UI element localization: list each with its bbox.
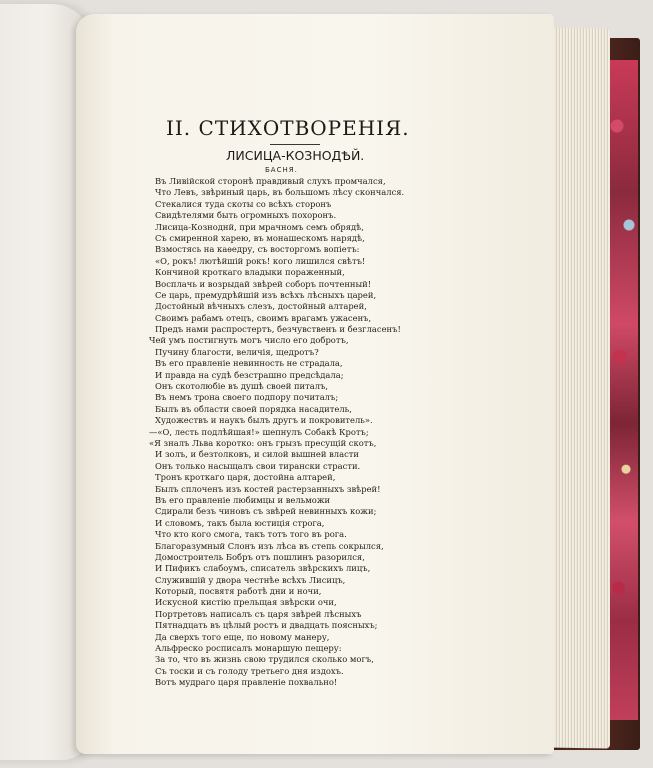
poem-line: Въ его правленіе невинность не страдала, — [155, 358, 343, 369]
poem-line: Сдирали безъ чиновъ съ звѣрей невинныхъ кожи; — [155, 506, 377, 517]
poem-line: Онъ скотолюбіе въ душѣ своей питалъ, — [155, 381, 329, 392]
poem-line: Лисица-Козноднй, при мрачномъ семъ обрядѣ, — [155, 221, 364, 232]
poem-line: Альфреско росписалъ монаршую пещеру: — [155, 643, 342, 654]
poem-line: Восплачь и возрыдай звѣрей соборъ почтенный! — [155, 278, 372, 289]
poem-line: И словомъ, такъ была юстиція строга, — [155, 517, 325, 528]
poem-line: Былъ въ области своей порядка насадитель, — [155, 403, 352, 414]
poem-line: Чей умъ постигнуть могъ число его добротъ, — [149, 335, 349, 346]
poem-line: Благоразумный Слонъ изъ лѣса въ степь сокрылся, — [155, 540, 384, 551]
poem-line: Въ немъ трона своего подпору почиталъ; — [155, 392, 339, 403]
poem-line: Тронъ кроткаго царя, достойна алтарей, — [155, 472, 336, 483]
poem-line: Взмостясь на каѳедру, съ восторгомъ вопіетъ: — [155, 244, 360, 255]
section-heading: II. СТИХОТВОРЕНІЯ. — [166, 116, 410, 140]
poem-line: Съ смиренной харею, въ монашескомъ нарядѣ, — [155, 232, 365, 243]
genre-label: БАСНЯ. — [265, 166, 298, 174]
poem-line: Кончиной кроткаго владыки пораженный, — [155, 267, 345, 278]
poem-line: «О, рокъ! лютѣйшій рокъ! кого лишился свѣтъ! — [155, 255, 366, 266]
poem-line: Пучину благости, величія, щедротъ? — [155, 346, 319, 357]
poem-line: Стекалися туда скоты со всѣхъ сторонъ — [155, 198, 332, 209]
poem-line: Свидѣтелями быть огромныхъ похоронъ. — [155, 210, 337, 221]
poem-line: Се царь, премудрѣйшій изъ всѣхъ лѣсныхъ царей, — [155, 289, 377, 300]
poem-line: И правда на судѣ безстрашно предсѣдала; — [155, 369, 344, 380]
poem-line: Въ Ливійской сторонѣ правдивый слухъ промчался, — [155, 176, 386, 186]
poem-line: Что Левъ, звѣриный царь, въ большомъ лѣсу скончался. — [155, 187, 405, 198]
poem-line: Служившій у двора честнѣе всѣхъ Лисицъ, — [155, 574, 346, 585]
poem-line: Художествъ и наукъ былъ другъ и покровитель». — [155, 415, 373, 426]
poem-line: —«О, лесть подлѣйшая!» шепнулъ Собакѣ Кротъ; — [149, 426, 369, 437]
poem-line: За то, что въ жизнь свою трудился сколько могъ, — [155, 654, 374, 665]
poem-line: И золъ, и безтолковъ, и силой вышней власти — [155, 449, 360, 460]
poem-line: Съ тоски и съ голоду третьего дня издохъ. — [155, 665, 344, 676]
poem-line: Который, посвятя работѣ дни и ночи, — [155, 586, 322, 597]
poem-line: Былъ сплоченъ изъ костей растерзанныхъ звѣрей! — [155, 483, 381, 494]
poem-body — [145, 176, 545, 689]
poem-line: Достойный вѣчныхъ слезъ, достойный алтарей, — [155, 301, 367, 312]
poem-line: Въ его правленіе любимцы и вельможи — [155, 494, 331, 505]
poem-line: Что кто кого смога, такъ тотъ того въ рога. — [155, 529, 347, 540]
poem-line: Своимъ рабамъ отецъ, своимъ врагамъ ужасенъ, — [155, 312, 372, 323]
heading-divider — [270, 144, 320, 145]
poem-line: Пятнадцать въ цѣлый ростъ и двадцать поясныхъ; — [155, 620, 378, 631]
poem-line: Онъ только насыщалъ свои тирански страсти. — [155, 460, 361, 471]
poem-line: И Пификъ слабоумъ, списатель звѣрскихъ лицъ, — [155, 563, 371, 574]
poem-line: Портретовъ написалъ съ царя звѣрей лѣсныхъ — [155, 608, 362, 619]
poem-title: ЛИСИЦА-КОЗНОДѢЙ. — [226, 148, 365, 163]
poem-line: Домостроитель Бобръ отъ пошлинъ разорился, — [155, 551, 365, 562]
poem-line: Вотъ мудраго царя правленіе похвально! — [155, 677, 338, 688]
marbled-edge — [606, 60, 638, 720]
poem-line: Искусной кистію прельщая звѣрски очи, — [155, 597, 337, 608]
poem-line: «Я зналъ Льва коротко: онъ грызъ пресущій скотъ, — [149, 437, 377, 448]
poem-line: Предъ нами распростертъ, безчувственъ и безгласенъ! — [155, 324, 401, 335]
poem-line: Да сверхъ того еще, по новому манеру, — [155, 631, 330, 642]
